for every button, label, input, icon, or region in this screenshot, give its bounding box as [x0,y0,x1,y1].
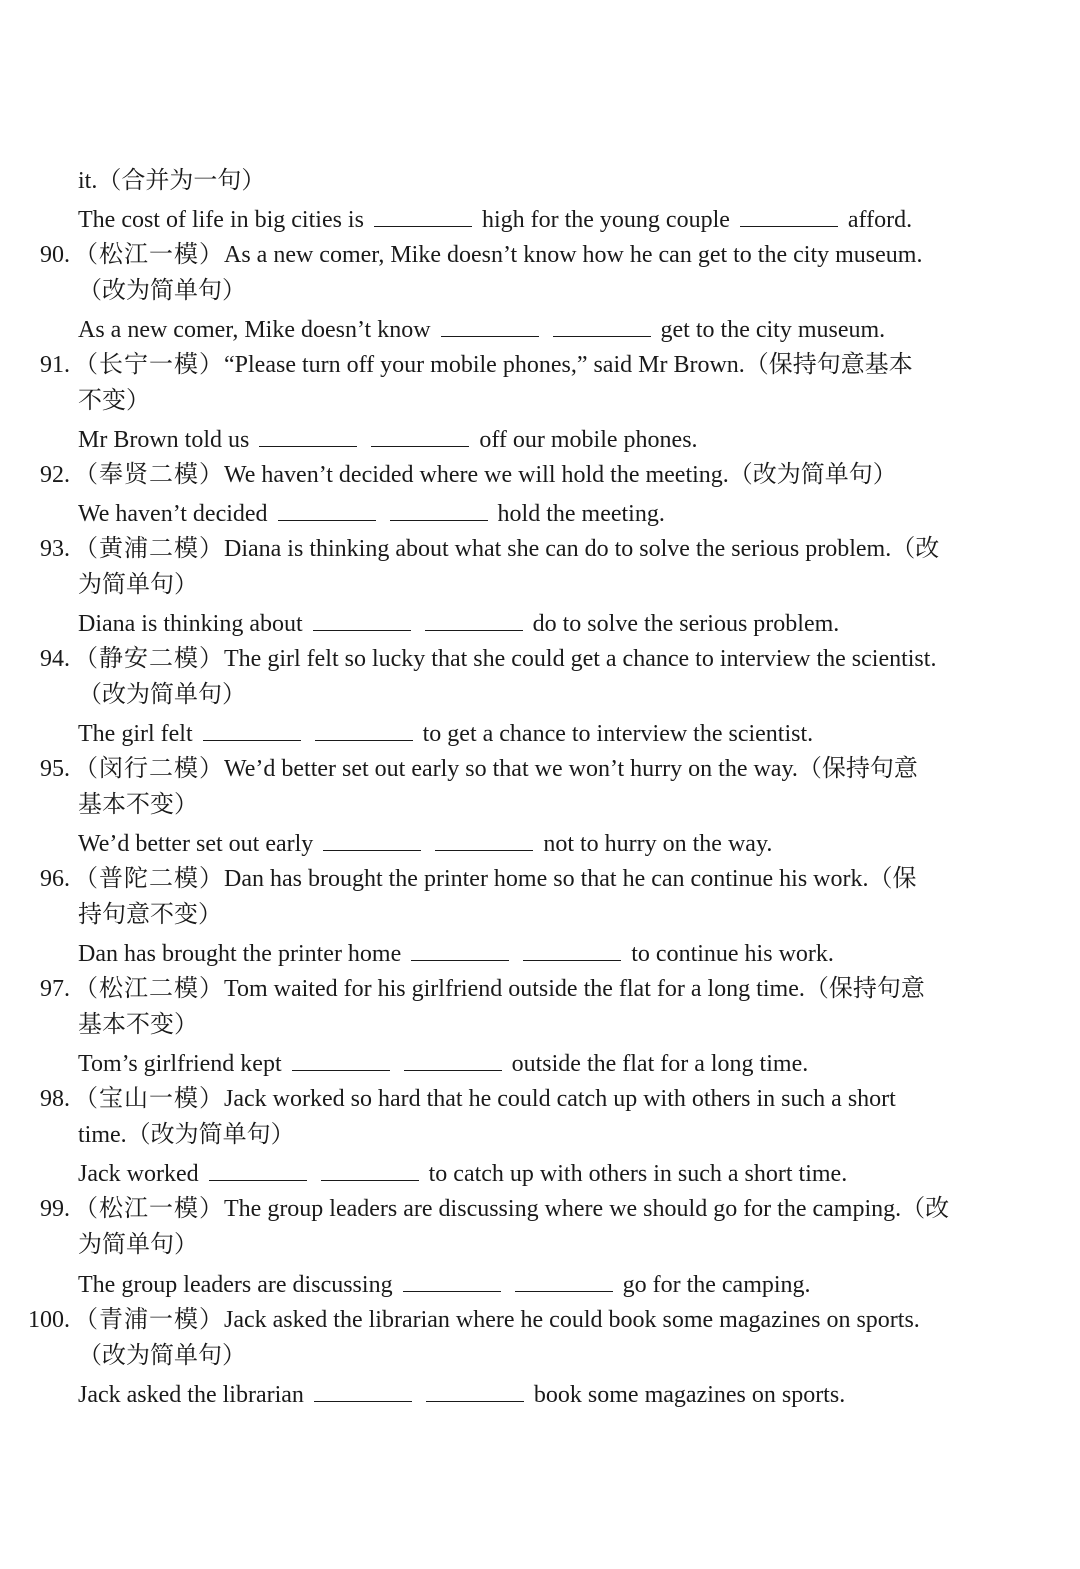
answer-blank[interactable] [425,604,523,631]
item-95-answer-line: We’d better set out early not to hurry on the way. [0,824,1080,862]
answer-blank[interactable] [203,714,301,741]
item-90-instruction: （改为简单句） [78,278,246,304]
item-98-answer-line: Jack worked to catch up with others in such a short time. [0,1154,1080,1192]
question-text: it.（合并为一句） [78,168,266,194]
answer-blank[interactable] [292,1044,390,1071]
question-source: （青浦一模） [74,1307,224,1333]
question-number: 95. [40,756,70,782]
item-92-question [0,457,1080,493]
item-98-instruction: time.（改为简单句） [78,1122,295,1148]
question-text: Dan has brought the printer home so that he can continue his work.（保 [224,866,917,892]
answer-blank[interactable] [403,1265,501,1292]
answer-blank[interactable] [321,1154,419,1181]
question-text: We’d better set out early so that we won’t hurry on the way.（保持句意 [224,756,918,782]
item-97-question [0,971,1080,1007]
answer-blank[interactable] [259,420,357,447]
question-text: The girl felt so lucky that she could get a chance to interview the scientist. [224,646,937,672]
item-93-answer-line: Diana is thinking about do to solve the serious problem. [0,604,1080,642]
question-text: Jack asked the librarian where he could book some magazines on sports. [224,1307,920,1333]
answer-blank[interactable] [426,1375,524,1402]
question-text: Diana is thinking about what she can do to solve the serious problem.（改 [224,536,940,562]
question-number: 97. [40,976,70,1002]
item-94-question [0,641,1080,677]
question-source: （宝山一模） [74,1086,224,1112]
question-source: （静安二模） [74,646,224,672]
item-95-instruction: 基本不变） [78,792,198,818]
answer-blank[interactable] [313,604,411,631]
question-number: 94. [40,646,70,672]
answer-blank[interactable] [314,1375,412,1402]
item-100-question [0,1302,1080,1338]
answer-blank[interactable] [523,934,621,961]
question-source: （黄浦二模） [74,536,224,562]
answer-blank[interactable] [404,1044,502,1071]
item-99-answer-line: The group leaders are discussing go for the camping. [0,1265,1080,1303]
item-91-instruction: 不变） [78,388,150,414]
item-96-answer-line: Dan has brought the printer home to continue his work. [0,934,1080,972]
question-source: （普陀二模） [74,866,224,892]
question-number: 96. [40,866,70,892]
question-text: The group leaders are discussing where we should go for the camping.（改 [224,1196,950,1222]
item-93-question [0,531,1080,567]
question-text: Jack worked so hard that he could catch up with others in such a short [224,1086,896,1112]
question-source: （闵行二模） [74,756,224,782]
item-97-instruction: 基本不变） [78,1012,198,1038]
question-text: Tom waited for his girlfriend outside the flat for a long time.（保持句意 [224,976,925,1002]
question-source: （长宁一模） [74,352,224,378]
answer-blank[interactable] [441,310,539,337]
question-number: 100. [28,1307,70,1333]
answer-blank[interactable] [411,934,509,961]
item-99-question [0,1191,1080,1227]
question-source: （松江一模） [74,1196,224,1222]
item-91-answer-line: Mr Brown told us off our mobile phones. [0,420,1080,458]
item-92-answer-line: We haven’t decided hold the meeting. [0,494,1080,532]
item-98-question [0,1081,1080,1117]
answer-blank[interactable] [278,494,376,521]
item-95-question [0,751,1080,787]
question-source: （松江二模） [74,976,224,1002]
item-96-question [0,861,1080,897]
item-94-answer-line: The girl felt to get a chance to interview the scientist. [0,714,1080,752]
item-96-instruction: 持句意不变） [78,902,222,928]
question-number: 91. [40,352,70,378]
answer-blank[interactable] [435,824,533,851]
item-90-answer-line: As a new comer, Mike doesn’t know get to the city museum. [0,310,1080,348]
answer-blank[interactable] [315,714,413,741]
item-90-question [0,237,1080,273]
question-number: 98. [40,1086,70,1112]
answer-blank[interactable] [371,420,469,447]
answer-blank[interactable] [740,200,838,227]
question-number: 90. [40,242,70,268]
answer-blank[interactable] [209,1154,307,1181]
item-93-instruction: 为简单句） [78,572,198,598]
item-91-question [0,347,1080,383]
item-94-instruction: （改为简单句） [78,682,246,708]
question-source: （松江一模） [74,242,224,268]
item-97-answer-line: Tom’s girlfriend kept outside the flat for a long time. [0,1044,1080,1082]
question-number: 93. [40,536,70,562]
question-text: As a new comer, Mike doesn’t know how he can get to the city museum. [224,242,923,268]
item-100-instruction: （改为简单句） [78,1343,246,1369]
item-89-continuation [0,163,1080,199]
answer-blank[interactable] [553,310,651,337]
question-text: “Please turn off your mobile phones,” said Mr Brown.（保持句意基本 [224,352,913,378]
item-89-answer-line: The cost of life in big cities is high for the young couple afford. [0,200,1080,238]
item-100-answer-line: Jack asked the librarian book some magazines on sports. [0,1375,1080,1413]
question-text: We haven’t decided where we will hold the meeting.（改为简单句） [224,462,897,488]
answer-blank[interactable] [515,1265,613,1292]
item-99-instruction: 为简单句） [78,1232,198,1258]
question-source: （奉贤二模） [74,462,224,488]
answer-blank[interactable] [323,824,421,851]
question-number: 99. [40,1196,70,1222]
answer-blank[interactable] [374,200,472,227]
answer-blank[interactable] [390,494,488,521]
question-number: 92. [40,462,70,488]
